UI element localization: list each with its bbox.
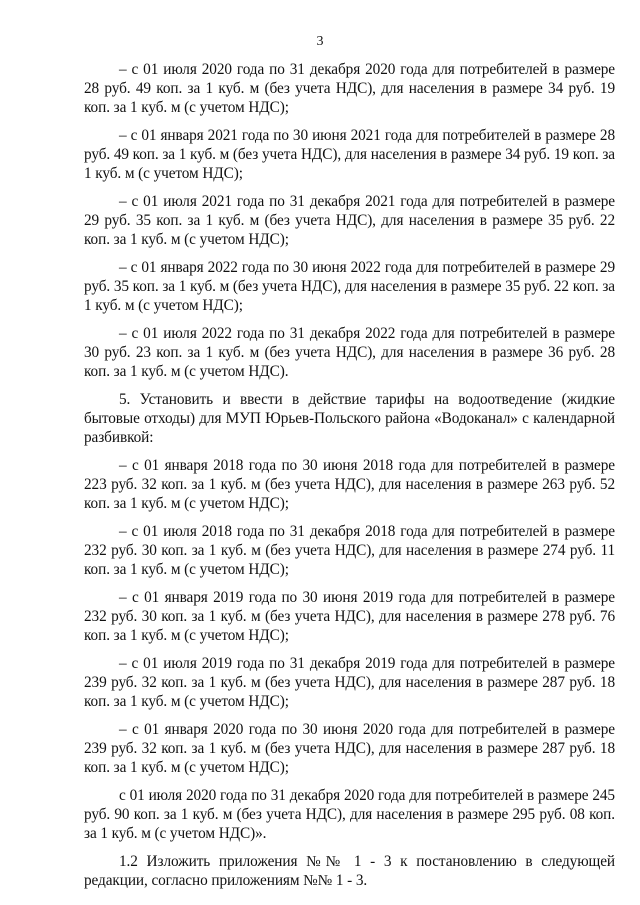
page-number: 3 <box>316 34 324 49</box>
tariff-paragraph: – с 01 января 2020 года по 30 июня 2020 года для потребителей в размере 239 руб. 32 коп. за 1 куб. м (без учета НДС), для населения в размере 287 руб. 18 коп. за 1 куб. м (с учетом НДС); <box>84 721 615 776</box>
tariff-paragraph: – с 01 января 2021 года по 30 июня 2021 года для потребителей в размере 28 руб. 49 коп. за 1 куб. м (без учета НДС), для населения в размере 34 руб. 19 коп. за 1 куб. м (с учетом НДС); <box>84 127 615 182</box>
tariff-paragraph: – с 01 января 2019 года по 30 июня 2019 года для потребителей в размере 232 руб. 30 коп. за 1 куб. м (без учета НДС), для населения в размере 278 руб. 76 коп. за 1 куб. м (с учетом НДС); <box>84 589 615 644</box>
tariff-paragraph: – с 01 июля 2022 года по 31 декабря 2022 года для потребителей в размере 30 руб. 23 коп. за 1 куб. м (без учета НДС), для населения в размере 36 руб. 28 коп. за 1 куб. м (с учетом НДС). <box>84 325 615 380</box>
section-5-heading: 5. Установить и ввести в действие тарифы на водоотведение (жидкие бытовые отходы) для МУП Юрьев-Польского района «Водоканал» с календарной разбивкой: <box>84 391 615 446</box>
tariff-paragraph: – с 01 июля 2019 года по 31 декабря 2019 года для потребителей в размере 239 руб. 32 коп. за 1 куб. м (без учета НДС), для населения в размере 287 руб. 18 коп. за 1 куб. м (с учетом НДС); <box>84 655 615 710</box>
tariff-paragraph: – с 01 января 2022 года по 30 июня 2022 года для потребителей в размере 29 руб. 35 коп. за 1 куб. м (без учета НДС), для населения в размере 35 руб. 22 коп. за 1 куб. м (с учетом НДС); <box>84 259 615 314</box>
tariff-paragraph: – с 01 января 2018 года по 30 июня 2018 года для потребителей в размере 223 руб. 32 коп. за 1 куб. м (без учета НДС), для населения в размере 263 руб. 52 коп. за 1 куб. м (с учетом НДС); <box>84 457 615 512</box>
section-1-2-paragraph: 1.2 Изложить приложения №№ 1 - 3 к постановлению в следующей редакции, согласно приложениям №№ 1 - 3. <box>84 853 615 889</box>
tariff-paragraph: – с 01 июля 2020 года по 31 декабря 2020 года для потребителей в размере 28 руб. 49 коп. за 1 куб. м (без учета НДС), для населения в размере 34 руб. 19 коп. за 1 куб. м (с учетом НДС); <box>84 61 615 116</box>
tariff-paragraph: – с 01 июля 2018 года по 31 декабря 2018 года для потребителей в размере 232 руб. 30 коп. за 1 куб. м (без учета НДС), для населения в размере 274 руб. 11 коп. за 1 куб. м (с учетом НДС); <box>84 523 615 578</box>
document-body <box>84 60 615 899</box>
tariff-paragraph: – с 01 июля 2021 года по 31 декабря 2021 года для потребителей в размере 29 руб. 35 коп. за 1 куб. м (без учета НДС), для населения в размере 35 руб. 22 коп. за 1 куб. м (с учетом НДС); <box>84 193 615 248</box>
tariff-paragraph: с 01 июля 2020 года по 31 декабря 2020 года для потребителей в размере 245 руб. 90 коп. за 1 куб. м (без учета НДС), для населения в размере 295 руб. 08 коп. за 1 куб. м (с учетом НДС)». <box>84 787 615 842</box>
